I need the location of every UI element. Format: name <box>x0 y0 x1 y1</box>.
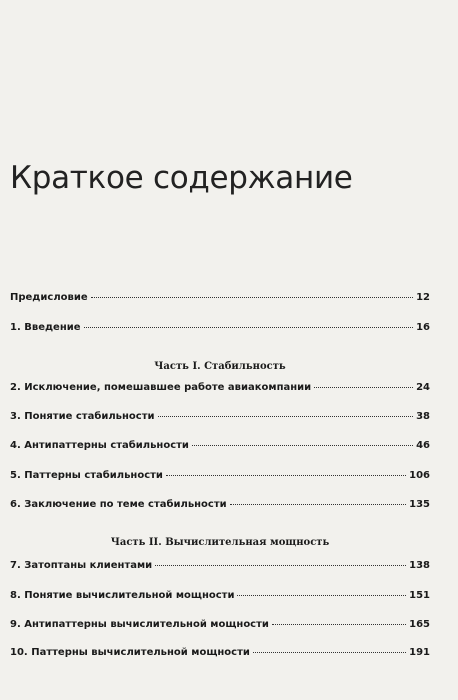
toc-entry-label: 9. Антипаттерны вычислительной мощности <box>10 619 269 630</box>
toc-entry-chapter-6[interactable] <box>10 499 430 510</box>
leader-dots <box>166 475 406 476</box>
toc-entry-chapter-3[interactable] <box>10 411 430 422</box>
toc-entry-page: 24 <box>416 382 430 393</box>
toc-entry-introduction[interactable] <box>10 322 430 333</box>
toc-entry-label: 2. Исключение, помешавшее работе авиакомпании <box>10 382 312 393</box>
toc-entry-label: 5. Паттерны стабильности <box>10 470 163 481</box>
toc-entry-label: 1. Введение <box>10 322 81 333</box>
leader-dots <box>230 504 406 505</box>
toc-entry-chapter-7[interactable] <box>10 560 430 571</box>
page-title: Краткое содержание <box>10 160 353 196</box>
toc-entry-page: 106 <box>409 470 430 481</box>
toc-entry-page: 191 <box>409 647 430 658</box>
toc-entry-page: 38 <box>416 411 430 422</box>
leader-dots <box>253 652 406 653</box>
toc-entry-chapter-10[interactable] <box>10 647 430 658</box>
toc-entry-page: 16 <box>416 322 430 333</box>
toc-entry-label: Предисловие <box>10 292 88 303</box>
toc-entry-page: 165 <box>409 619 430 630</box>
toc-entry-page: 151 <box>409 590 430 601</box>
toc-entry-page: 135 <box>409 499 430 510</box>
toc-entry-page: 12 <box>416 292 430 303</box>
toc-entry-label: 10. Паттерны вычислительной мощности <box>10 647 250 658</box>
leader-dots <box>237 595 406 596</box>
leader-dots <box>158 416 414 417</box>
leader-dots <box>155 565 406 566</box>
leader-dots <box>84 327 414 328</box>
toc-entry-chapter-5[interactable] <box>10 470 430 481</box>
part-heading-2: Часть II. Вычислительная мощность <box>110 537 330 548</box>
toc-entry-page: 138 <box>409 560 430 571</box>
leader-dots <box>192 445 413 446</box>
toc-entry-preface[interactable] <box>10 292 430 303</box>
toc-entry-label: 6. Заключение по теме стабильности <box>10 499 227 510</box>
toc-entry-chapter-4[interactable] <box>10 440 430 451</box>
toc-entry-label: 7. Затоптаны клиентами <box>10 560 153 571</box>
toc-entry-chapter-8[interactable] <box>10 590 430 601</box>
toc-entry-label: 4. Антипаттерны стабильности <box>10 440 189 451</box>
toc-entry-label: 8. Понятие вычислительной мощности <box>10 590 235 601</box>
part-heading-1: Часть I. Стабильность <box>154 361 286 372</box>
toc-entry-chapter-2[interactable] <box>10 382 430 393</box>
leader-dots <box>272 624 406 625</box>
toc-entry-chapter-9[interactable] <box>10 619 430 630</box>
leader-dots <box>91 297 413 298</box>
toc-entry-label: 3. Понятие стабильности <box>10 411 155 422</box>
leader-dots <box>314 387 413 388</box>
toc-entry-page: 46 <box>416 440 430 451</box>
